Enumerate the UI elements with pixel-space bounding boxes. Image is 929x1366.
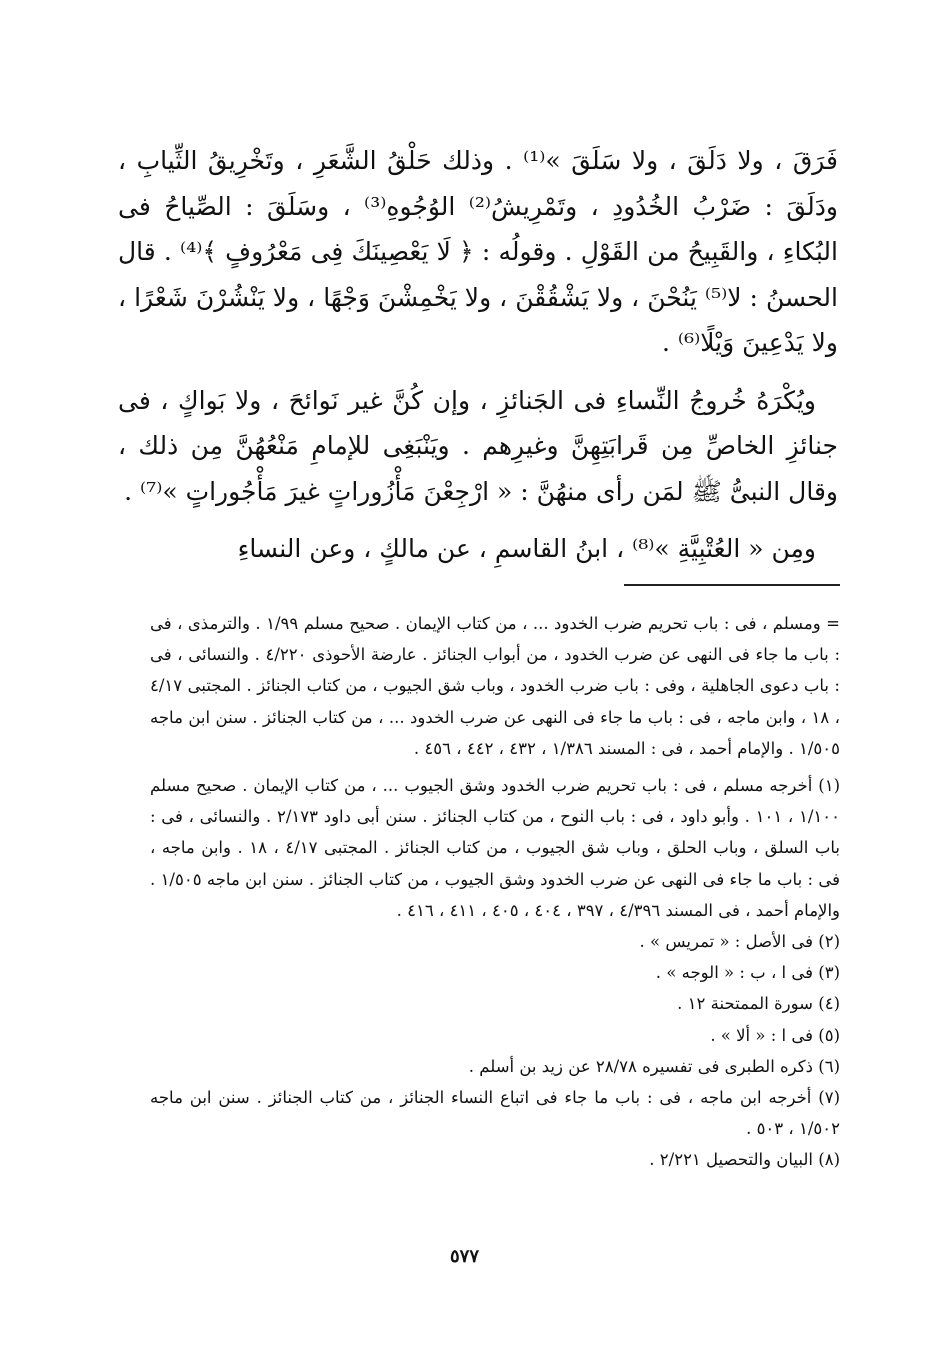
page-number: ٥٧٧ <box>449 1246 479 1267</box>
footnote-2: (٢) فى الأصل : « تمريس » . <box>639 932 840 952</box>
footnote-8: (٨) البيان والتحصيل ٢/٢٢١ . <box>649 1150 840 1170</box>
footnote-6: (٦) ذكره الطبرى فى تفسيره ٢٨/٧٨ عن زيد بن أسلم . <box>468 1056 840 1076</box>
footnote-5: (٥) فى ا : « ألا » . <box>710 1025 840 1045</box>
main-paragraph-2: ويُكْرَهُ خُروجُ النِّساءِ فى الجَنائزِ ، وإن كُنَّ غير نَوائحَ ، ولا بَواكٍ ، فى جنائزِ الخاصِّ مِن قَرابَتِهِنَّ وغيرِهم . ويَنْبَغِى للإمامِ مَنْعُهُنَّ مِن ذلك ، وقال النبىُّ ﷺ لمَن رأى منهُنَّ : « ارْجِعْنَ مَأْزُوراتٍ غيرَ مَأْجُوراتٍ »⁽⁷⁾ . <box>118 385 838 506</box>
main-paragraph-1: فَرَقَ ، ولا دَلَقَ ، ولا سَلَقَ »⁽¹⁾ . وذلك حَلْقُ الشَّعَرِ ، وتَخْرِيقُ الثِّيابِ ، ودَلَقَ : ضَرْبُ الخُدُودِ ، وتَمْرِيشُ⁽²⁾ الوُجُوهِ⁽³⁾ ، وسَلَقَ : الصِّياحُ فى البُكاءِ ، والقَبِيحُ من القَوْلِ . وقولُه : ﴿ لَا يَعْصِينَكَ فِى مَعْرُوفٍ ﴾⁽⁴⁾ . قال الحسنُ : لا⁽⁵⁾ يَنُحْنَ ، ولا يَشْقُقْنَ ، ولا يَخْمِشْنَ وَجْهًا ، ولا يَنْشُرْنَ شَعْرًا ، ولا يَدْعِينَ وَيْلًا⁽⁶⁾ . <box>118 146 839 357</box>
footnote-continuation: = ومسلم ، فى : باب تحريم ضرب الخدود ... ، من كتاب الإيمان . صحيح مسلم ١/٩٩ . والترمذى ، فى : باب ما جاء فى النهى عن ضرب الخدود ، من أبواب الجنائز . عارضة الأحوذى ٤/٢٢٠ . والنسائى ، فى : باب دعوى الجاهلية ، وفى : باب ضرب الخدود ، وباب شق الجيوب ، من كتاب الجنائز . المجتبى ٤/١٧ ، ١٨ ، وابن ماجه ، فى : باب ما جاء فى النهى عن ضرب الخدود ... ، من كتاب الجنائز . سنن ابن ماجه ١/٥٠٥ . والإمام أحمد ، فى : المسند ١/٣٨٦ ، ٤٣٢ ، ٤٤٢ ، ٤٥٦ . <box>150 614 840 758</box>
footnote-1: (١) أخرجه مسلم ، فى : باب تحريم ضرب الخدود وشق الجيوب ... ، من كتاب الإيمان . صحيح مسلم ١/١٠٠ ، ١٠١ . وأبو داود ، فى : باب النوح ، من كتاب الجنائز . سنن أبى داود ٢/١٧٣ . والنسائى ، فى : باب السلق ، وباب الحلق ، وباب شق الجيوب ، من كتاب الجنائز . المجتبى ٤/١٧ ، ١٨ . وابن ماجه ، فى : باب ما جاء فى النهى عن ضرب الخدود وشق الجيوب ، من كتاب الجنائز . سنن ابن ماجه ١/٥٠٥ . والإمام أحمد ، فى المسند ٤/٣٩٦ ، ٣٩٧ ، ٤٠٤ ، ٤٠٥ ، ٤١١ ، ٤١٦ . <box>150 776 841 920</box>
footnote-divider <box>624 584 840 586</box>
footnote-7: (٧) أخرجه ابن ماجه ، فى : باب ما جاء فى اتباع النساء الجنائز ، من كتاب الجنائز . سنن ابن ماجه ١/٥٠٢ ، ٥٠٣ . <box>150 1088 840 1139</box>
footnotes <box>150 608 840 1176</box>
main-text <box>118 138 838 572</box>
footnote-3: (٣) فى ا ، ب : « الوجه » . <box>655 963 840 983</box>
main-paragraph-3: ومِن « العُتْبِيَّةِ »⁽⁸⁾ ، ابنُ القاسمِ ، عن مالكٍ ، وعن النساءِ <box>237 534 816 563</box>
footnote-4: (٤) سورة الممتحنة ١٢ . <box>677 994 840 1014</box>
